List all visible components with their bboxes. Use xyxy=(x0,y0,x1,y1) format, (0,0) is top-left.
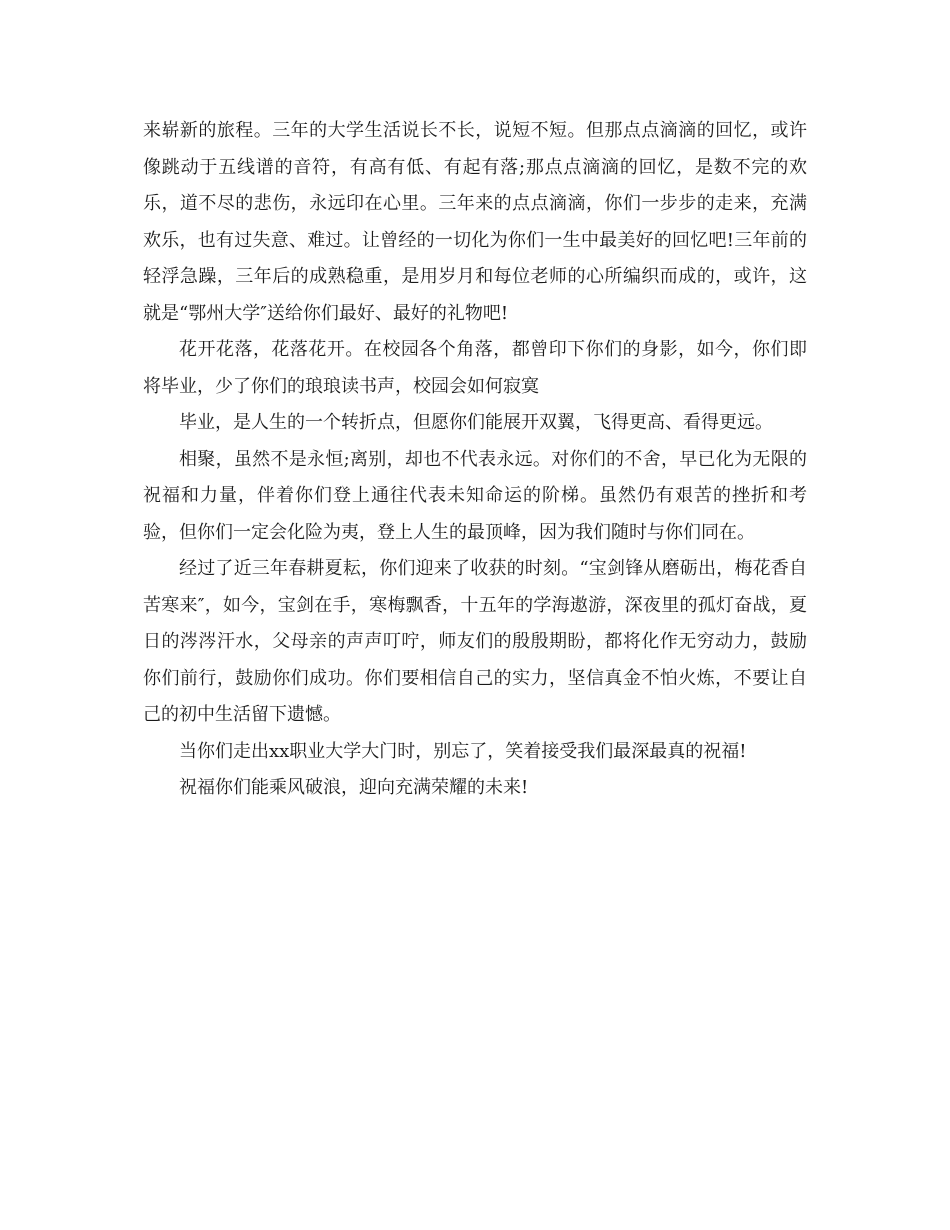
document-body xyxy=(143,113,807,807)
paragraph-harvest: 经过了近三年春耕夏耘，你们迎来了收获的时刻。“宝剑锋从磨砺出，梅花香自苦寒来″，如今，宝剑在手，寒梅飘香，十五年的学海遨游，深夜里的孤灯奋战，夏日的涔涔汗水，父母亲的声声叮咛，师友们的殷殷期盼，都将化作无穷动力，鼓励你们前行，鼓励你们成功。你们要相信自己的实力，坚信真金不怕火炼，不要让自己的初中生活留下遗憾。 xyxy=(143,558,807,725)
paragraph-journey: 来崭新的旅程。三年的大学生活说长不长，说短不短。但那点点滴滴的回忆，或许像跳动于五线谱的音符，有高有低、有起有落;那点点滴滴的回忆，是数不完的欢乐，道不尽的悲伤，永远印在心里。三年来的点点滴滴，你们一步步的走来，充满欢乐，也有过失意、难过。让曾经的一切化为你们一生中最美好的回忆吧!三年前的轻浮急躁，三年后的成熟稳重，是用岁月和每位老师的心所编织而成的，或许，这就是“鄂州大学″送给你们最好、最好的礼物吧! xyxy=(143,120,807,324)
paragraph-blessing: 当你们走出xx职业大学大门时，别忘了，笑着接受我们最深最真的祝福! xyxy=(179,740,747,762)
paragraph-future: 祝福你们能乘风破浪，迎向充满荣耀的未来! xyxy=(179,777,529,798)
paragraph-farewell: 相聚，虽然不是永恒;离别，却也不代表永远。对你们的不舍，早已化为无限的祝福和力量，伴着你们登上通往代表未知命运的阶梯。虽然仍有艰苦的挫折和考验，但你们一定会化险为夷，登上人生的最顶峰，因为我们随时与你们同在。 xyxy=(143,448,807,543)
paragraph-graduation: 毕业，是人生的一个转折点，但愿你们能展开双翼，飞得更高、看得更远。 xyxy=(179,412,773,433)
paragraph-flowers: 花开花落，花落花开。在校园各个角落，都曾印下你们的身影，如今，你们即将毕业，少了你们的琅琅读书声，校园会如何寂寞 xyxy=(143,339,807,397)
